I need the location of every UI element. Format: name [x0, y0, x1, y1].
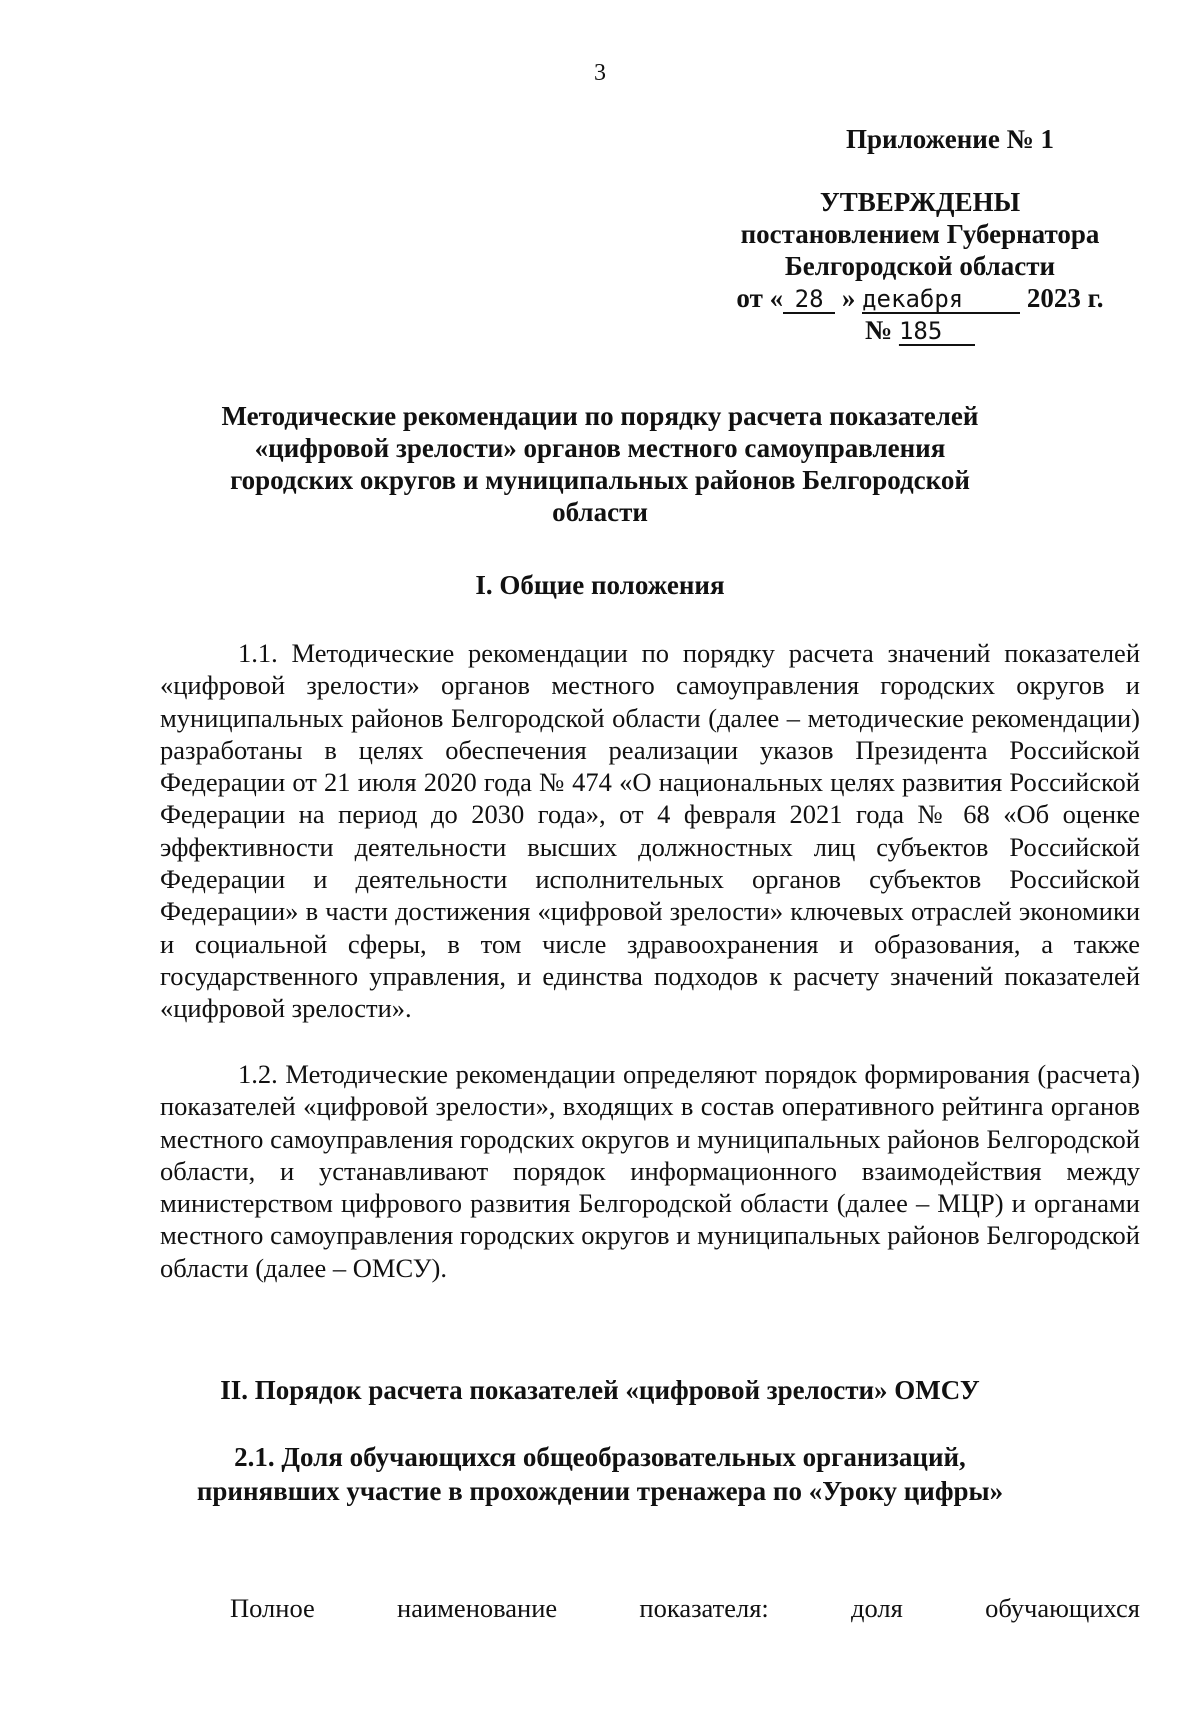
word-5: обучающихся — [985, 1593, 1140, 1623]
section-2-heading: II. Порядок расчета показателей «цифровой зрелости» ОМСУ — [220, 1375, 980, 1405]
date-prefix: от « — [736, 283, 784, 313]
approval-date-line — [720, 282, 1120, 314]
approval-line-1: постановлением Губернатора — [740, 219, 1100, 249]
title-line-4: области — [552, 497, 648, 527]
title-line-3: городских округов и муниципальных районов Белгородской — [230, 465, 970, 495]
paragraph-1-2: 1.2. Методические рекомендации определяют порядок формирования (расчета) показателей «цифровой зрелости», входящих в состав оперативного рейтинга органов местного самоуправления городских округов и муниципальных районов Белгородской области, и устанавливают порядок информационного взаимодействия между министерством цифрового развития Белгородской области (далее – МЦР) и органами местного самоуправления городских округов и муниципальных районов Белгородской области (далее – ОМСУ). — [160, 1059, 1140, 1283]
approval-number: 185 — [899, 318, 975, 346]
indicator-name-line — [160, 1593, 1140, 1624]
word-2: наименование — [397, 1593, 558, 1623]
date-month: декабря — [862, 286, 1020, 314]
annex-label: Приложение № 1 — [846, 124, 1054, 154]
approval-block — [720, 186, 1120, 346]
word-1: Полное — [230, 1593, 315, 1623]
title-line-2: «цифровой зрелости» органов местного самоуправления — [254, 433, 946, 463]
word-3: показателя: — [639, 1593, 769, 1623]
approved-label: УТВЕРЖДЕНЫ — [819, 187, 1021, 217]
date-day: 28 — [783, 286, 835, 314]
word-4: доля — [851, 1593, 903, 1623]
subsection-line-2: принявших участие в прохождении тренажера по «Уроку цифры» — [196, 1476, 1004, 1506]
approval-number-line — [720, 314, 1120, 346]
number-prefix: № — [865, 315, 893, 345]
document-title — [160, 400, 1040, 528]
section-1-heading: I. Общие положения — [475, 570, 725, 600]
subsection-2-1-heading — [100, 1440, 1100, 1508]
date-year: 2023 г. — [1026, 283, 1104, 313]
date-mid: » — [841, 283, 856, 313]
approval-line-2: Белгородской области — [784, 251, 1056, 281]
subsection-line-1: 2.1. Доля обучающихся общеобразовательных организаций, — [234, 1442, 966, 1472]
page-number: 3 — [594, 60, 606, 86]
title-line-1: Методические рекомендации по порядку расчета показателей — [221, 401, 979, 431]
paragraph-1-1: 1.1. Методические рекомендации по порядку расчета значений показателей «цифровой зрелости» органов местного самоуправления городских округов и муниципальных районов Белгородской области (далее – методические рекомендации) разработаны в целях обеспечения реализации указов Президента Российской Федерации от 21 июля 2020 года № 474 «О национальных целях развития Российской Федерации на период до 2030 года», от 4 февраля 2021 года № 68 «Об оценке эффективности деятельности высших должностных лиц субъектов Российской Федерации и деятельности исполнительных органов субъектов Российской Федерации» в части достижения «цифровой зрелости» ключевых отраслей экономики и социальной сферы, в том числе здравоохранения и образования, а также государственного управления, и единства подходов к расчету значений показателей «цифровой зрелости». — [160, 638, 1140, 1024]
